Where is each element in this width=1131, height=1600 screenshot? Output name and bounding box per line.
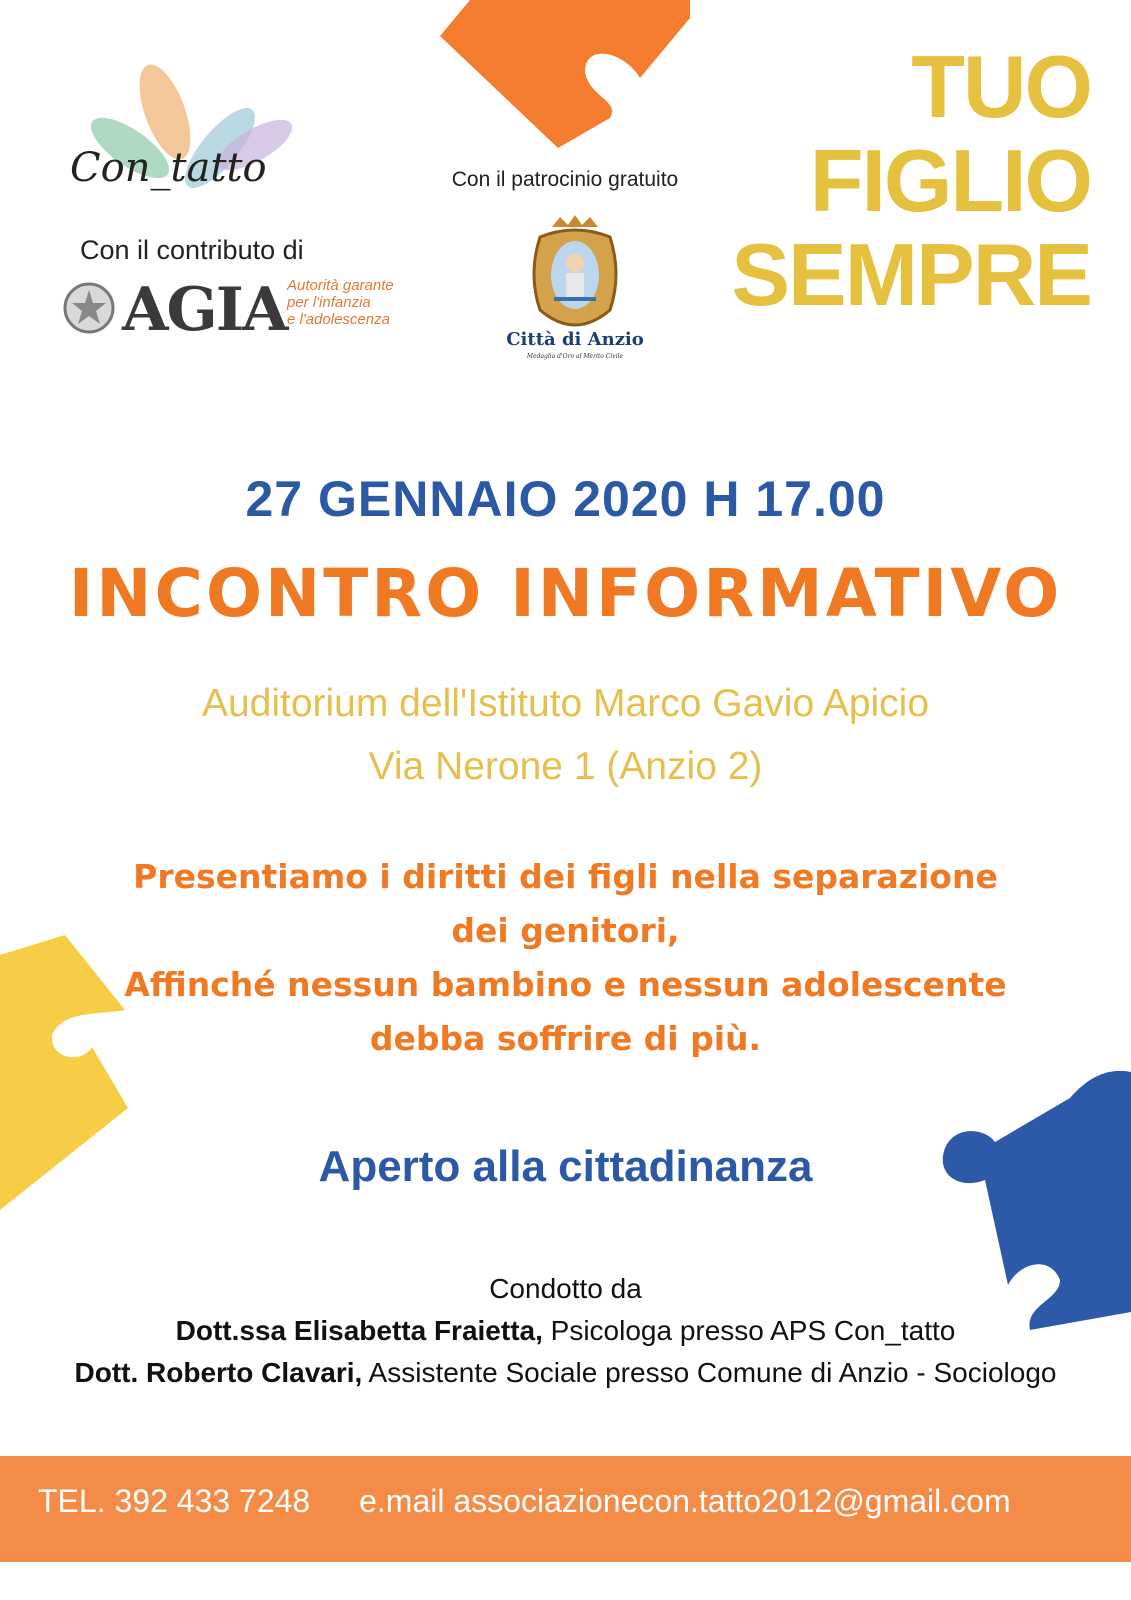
conductor-2 [0, 1352, 1131, 1394]
description-line: Affinché nessun bambino e nessun adolescente [124, 965, 1007, 1004]
main-title-line: FIGLIO [809, 131, 1091, 230]
feather-icon [60, 50, 320, 220]
agia-wordmark: AGIA [122, 275, 287, 345]
orange-puzzle-piece [440, 0, 690, 148]
agia-desc-line: e l'adolescenza [287, 311, 390, 328]
city-name: Città di Anzio [506, 329, 644, 350]
main-title [671, 37, 1091, 324]
event-headline: INCONTRO INFORMATIVO [68, 555, 1063, 632]
open-to-public-label: Aperto alla cittadinanza [318, 1142, 813, 1191]
agia-desc-line: Autorità garante [287, 277, 394, 294]
contact-footer-text [38, 1483, 1051, 1520]
conductor-2-role: Assistente Sociale presso Comune di Anzio - Sociologo [362, 1357, 1057, 1388]
city-motto: Medaglia d'Oro al Merito Civile [526, 353, 624, 360]
description-line: Presentiamo i diritti dei figli nella separazione [133, 857, 998, 896]
conducted-label: Condotto da [489, 1273, 642, 1304]
emblem-icon [62, 281, 116, 335]
coat-of-arms-icon [522, 215, 628, 340]
main-title-line: SEMPRE [731, 225, 1091, 324]
event-description [0, 850, 1131, 1066]
venue-line-1: Auditorium dell'Istituto Marco Gavio Apicio [201, 682, 930, 725]
conductor-1-role: Psicologa presso APS Con_tatto [542, 1315, 956, 1346]
agia-logo [62, 275, 432, 345]
conducted-by [0, 1268, 1131, 1394]
phone-number: TEL. 392 433 7248 [38, 1483, 311, 1519]
email-address: e.mail associazionecon.tatto2012@gmail.com [359, 1483, 1011, 1519]
main-title-line: TUO [911, 37, 1091, 136]
conductor-1 [0, 1310, 1131, 1352]
description-line: dei genitori, [451, 911, 680, 950]
agia-desc-line: per l'infanzia [287, 294, 371, 311]
event-venue [0, 672, 1131, 798]
city-coat-of-arms [500, 215, 650, 375]
contribution-label: Con il contributo di [80, 235, 304, 265]
conductor-1-name: Dott.ssa Elisabetta Fraietta, [175, 1315, 543, 1346]
agia-description [287, 277, 394, 328]
venue-line-2: Via Nerone 1 (Anzio 2) [368, 745, 763, 788]
contatto-logo [60, 50, 320, 220]
conductor-2-name: Dott. Roberto Clavari, [74, 1357, 363, 1388]
contatto-logo-text: Con_tatto [70, 145, 267, 191]
description-line: debba soffrire di più. [369, 1019, 762, 1058]
patronage-label: Con il patrocinio gratuito [451, 168, 679, 191]
event-date: 27 GENNAIO 2020 H 17.00 [245, 471, 886, 527]
